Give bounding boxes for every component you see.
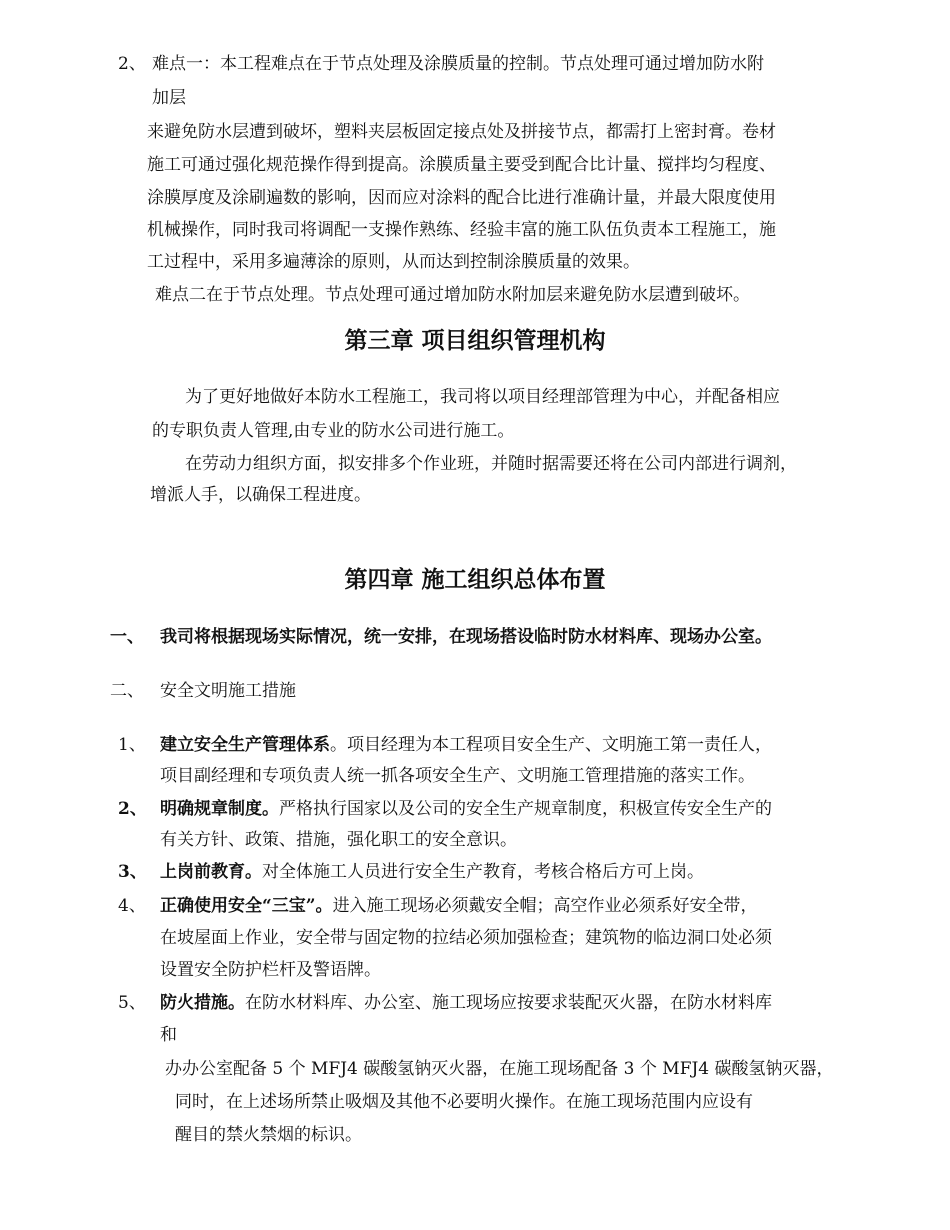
item-bold: 防火措施。 xyxy=(160,993,245,1013)
item-number: 5、 xyxy=(118,993,146,1013)
list-item-continuation: 在坡屋面上作业，安全带与固定物的拉结必须加强检查；建筑物的临边洞口处必须 xyxy=(160,928,772,948)
chapter-3-title: 第三章 项目组织管理机构 xyxy=(344,328,606,354)
item-bold: 上岗前教育。 xyxy=(160,862,262,882)
item-number: 2、 xyxy=(118,799,147,819)
section-text: 安全文明施工措施 xyxy=(160,681,296,701)
paragraph-line: 同时，在上述场所禁止吸烟及其他不必要明火操作。在施工现场范围内应设有 xyxy=(175,1092,753,1112)
item-text: 严格执行国家以及公司的安全生产规章制度，积极宣传安全生产的 xyxy=(279,799,772,819)
list-item-continuation: 和 xyxy=(160,1025,177,1045)
list-item-continuation: 设置安全防护栏杆及警语牌。 xyxy=(160,960,381,980)
item-text: 难点一：本工程难点在于节点处理及涂膜质量的控制。节点处理可通过增加防水附 xyxy=(152,54,764,74)
paragraph-line: 的专职负责人管理,由专业的防水公司进行施工。 xyxy=(152,421,515,441)
section-number: 一、 xyxy=(110,627,144,647)
item-text: 。项目经理为本工程项目安全生产、文明施工第一责任人， xyxy=(330,735,772,755)
item-bold: 建立安全生产管理体系 xyxy=(160,735,330,755)
paragraph-line: 增派人手，以确保工程进度。 xyxy=(150,485,371,505)
list-item xyxy=(118,861,704,883)
item-text: 在防水材料库、办公室、施工现场应按要求装配灭火器，在防水材料库 xyxy=(245,993,772,1013)
paragraph-line: 为了更好地做好本防水工程施工，我司将以项目经理部管理为中心，并配备相应 xyxy=(185,387,780,407)
item-number: 4、 xyxy=(118,896,146,916)
chapter-4-title: 第四章 施工组织总体布置 xyxy=(344,567,606,593)
item-text: 进入施工现场必须戴安全帽；高空作业必须系好安全带， xyxy=(332,896,758,916)
section-number: 二、 xyxy=(110,681,144,701)
paragraph-line: 施工可通过强化规范操作得到提高。涂膜质量主要受到配合比计量、搅拌均匀程度、 xyxy=(147,155,776,175)
list-item xyxy=(118,734,772,756)
paragraph-line: 来避免防水层遭到破坏，塑料夹层板固定接点处及拼接节点，都需打上密封膏。卷材 xyxy=(147,122,776,142)
list-item xyxy=(118,895,758,917)
paragraph-line: 机械操作，同时我司将调配一支操作熟练、经验丰富的施工队伍负责本工程施工，施 xyxy=(147,220,776,240)
section-2 xyxy=(110,680,296,702)
paragraph-line: 醒目的禁火禁烟的标识。 xyxy=(175,1125,362,1145)
list-item xyxy=(118,798,772,820)
item-text: 对全体施工人员进行安全生产教育，考核合格后方可上岗。 xyxy=(262,862,704,882)
paragraph-line: 在劳动力组织方面，拟安排多个作业班，并随时据需要还将在公司内部进行调剂， xyxy=(185,454,797,474)
item-number: 1、 xyxy=(118,735,146,755)
item-number: 2、 xyxy=(118,54,146,74)
section-1 xyxy=(110,626,772,648)
difficulty-two: 难点二在于节点处理。节点处理可通过增加防水附加层来避免防水层遭到破坏。 xyxy=(155,285,750,305)
item-2-line1 xyxy=(118,53,764,75)
paragraph-line: 工过程中，采用多遍薄涂的原则，从而达到控制涂膜质量的效果。 xyxy=(147,252,640,272)
item-number: 3、 xyxy=(118,862,147,882)
section-text: 我司将根据现场实际情况，统一安排，在现场搭设临时防水材料库、现场办公室。 xyxy=(160,627,772,647)
paragraph-line: 涂膜厚度及涂刷遍数的影响，因而应对涂料的配合比进行准确计量，并最大限度使用 xyxy=(147,188,776,208)
item-2-line2: 加层 xyxy=(152,88,186,108)
paragraph-line: 办办公室配备 5 个 MFJ4 碳酸氢钠灭火器，在施工现场配备 3 个 MFJ4 碳酸氢钠灭器， xyxy=(165,1059,834,1079)
item-bold: 正确使用安全“三宝”。 xyxy=(160,896,333,916)
list-item-continuation: 项目副经理和专项负责人统一抓各项安全生产、文明施工管理措施的落实工作。 xyxy=(160,766,755,786)
list-item-continuation: 有关方针、政策、措施，强化职工的安全意识。 xyxy=(160,830,517,850)
list-item xyxy=(118,992,772,1014)
item-bold: 明确规章制度。 xyxy=(160,799,279,819)
